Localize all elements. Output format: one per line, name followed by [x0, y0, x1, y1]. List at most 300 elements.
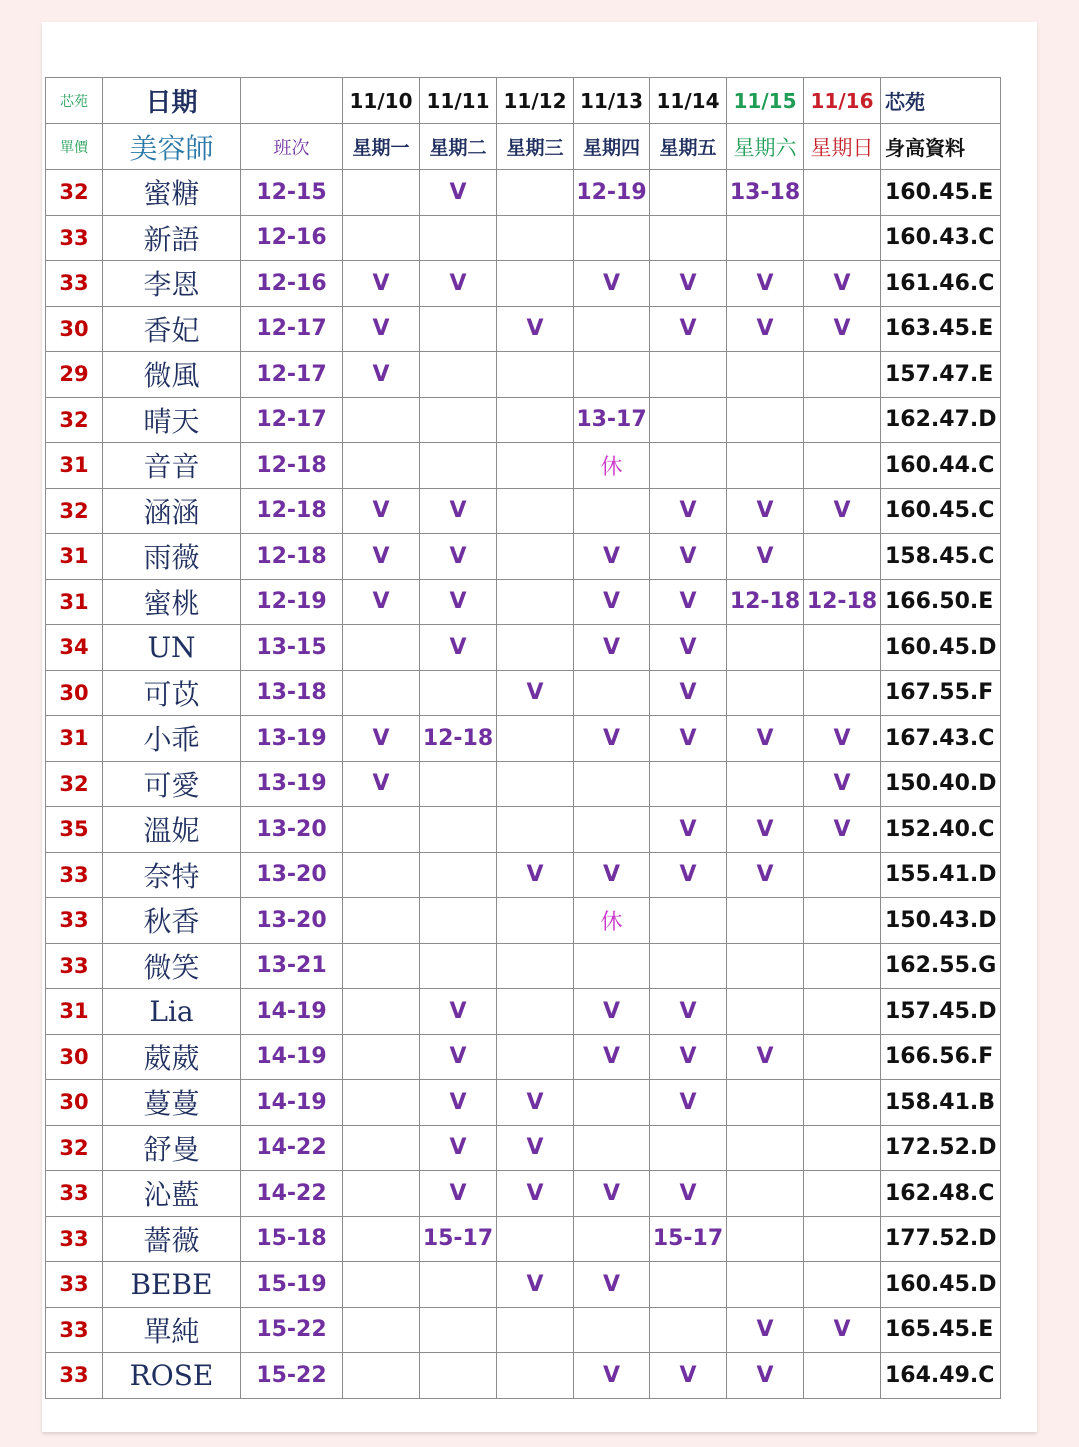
price-cell: 30 [46, 1080, 103, 1126]
table-row [46, 898, 1001, 944]
table-row [46, 1034, 1001, 1080]
day-cell [650, 898, 727, 944]
day-cell: V [727, 1034, 804, 1080]
date-header: 11/14 [650, 78, 727, 124]
day-cell [420, 306, 497, 352]
beautician-name: 薔薇 [103, 1216, 241, 1262]
day-cell [727, 670, 804, 716]
beautician-name: UN [103, 625, 241, 671]
day-cell [804, 1262, 881, 1308]
day-cell [343, 170, 420, 216]
day-cell [727, 1080, 804, 1126]
table-row [46, 943, 1001, 989]
day-cell [497, 943, 574, 989]
day-cell [343, 1034, 420, 1080]
day-cell [420, 670, 497, 716]
height-cell: 166.56.F [881, 1034, 1001, 1080]
day-cell [727, 443, 804, 489]
day-cell [497, 761, 574, 807]
price-cell: 33 [46, 1307, 103, 1353]
height-cell: 158.45.C [881, 534, 1001, 580]
height-cell: 160.43.C [881, 215, 1001, 261]
day-cell: V [343, 488, 420, 534]
table-row [46, 670, 1001, 716]
day-cell: V [574, 1353, 650, 1399]
day-cell: 12-19 [574, 170, 650, 216]
day-cell [343, 943, 420, 989]
weekday-header: 星期二 [420, 124, 497, 170]
height-cell: 166.50.E [881, 579, 1001, 625]
beautician-name: 可愛 [103, 761, 241, 807]
date-header-saturday: 11/15 [727, 78, 804, 124]
day-cell: V [650, 807, 727, 853]
day-cell [574, 306, 650, 352]
day-cell [804, 625, 881, 671]
shift-cell: 12-16 [241, 215, 343, 261]
day-cell [650, 352, 727, 398]
shift-cell: 15-22 [241, 1307, 343, 1353]
day-cell [343, 1353, 420, 1399]
day-cell: 13-18 [727, 170, 804, 216]
day-cell: V [420, 488, 497, 534]
day-cell [497, 898, 574, 944]
table-row [46, 170, 1001, 216]
schedule-table [45, 77, 1001, 1399]
beautician-name: 單純 [103, 1307, 241, 1353]
day-cell: V [497, 1171, 574, 1217]
day-cell [343, 989, 420, 1035]
height-cell: 150.43.D [881, 898, 1001, 944]
day-cell [727, 352, 804, 398]
day-cell [343, 1262, 420, 1308]
day-cell [727, 1216, 804, 1262]
day-cell: V [343, 716, 420, 762]
price-cell: 31 [46, 534, 103, 580]
day-cell: 休 [574, 443, 650, 489]
day-cell [497, 716, 574, 762]
day-cell: V [420, 989, 497, 1035]
day-cell [804, 215, 881, 261]
height-cell: 150.40.D [881, 761, 1001, 807]
height-cell: 157.47.E [881, 352, 1001, 398]
day-cell [650, 1307, 727, 1353]
day-cell: V [574, 989, 650, 1035]
day-cell: V [574, 1034, 650, 1080]
day-cell [420, 943, 497, 989]
day-cell [727, 898, 804, 944]
day-cell: V [420, 1171, 497, 1217]
day-cell [343, 1171, 420, 1217]
day-cell [497, 807, 574, 853]
day-cell [343, 1080, 420, 1126]
height-cell: 162.47.D [881, 397, 1001, 443]
day-cell: V [804, 807, 881, 853]
day-cell: V [650, 306, 727, 352]
day-cell [574, 1125, 650, 1171]
price-cell: 30 [46, 670, 103, 716]
table-row [46, 534, 1001, 580]
day-cell: V [804, 716, 881, 762]
height-cell: 161.46.C [881, 261, 1001, 307]
day-cell [804, 1080, 881, 1126]
day-cell [727, 397, 804, 443]
day-cell: V [574, 1262, 650, 1308]
price-cell: 33 [46, 215, 103, 261]
beautician-name: 雨薇 [103, 534, 241, 580]
day-cell [804, 1125, 881, 1171]
height-cell: 177.52.D [881, 1216, 1001, 1262]
day-cell [574, 352, 650, 398]
beautician-name: Lia [103, 989, 241, 1035]
day-cell: V [727, 488, 804, 534]
day-cell: V [343, 306, 420, 352]
table-row [46, 488, 1001, 534]
day-cell [727, 1171, 804, 1217]
shift-cell: 14-19 [241, 1034, 343, 1080]
day-cell: V [343, 352, 420, 398]
day-cell [727, 761, 804, 807]
price-cell: 33 [46, 1353, 103, 1399]
day-cell: V [650, 989, 727, 1035]
price-cell: 30 [46, 1034, 103, 1080]
empty-header-cell [241, 78, 343, 124]
price-cell: 31 [46, 579, 103, 625]
day-cell [650, 443, 727, 489]
table-row [46, 1262, 1001, 1308]
height-cell: 172.52.D [881, 1125, 1001, 1171]
height-cell: 162.55.G [881, 943, 1001, 989]
day-cell [497, 1034, 574, 1080]
shift-cell: 13-19 [241, 716, 343, 762]
day-cell [343, 443, 420, 489]
day-cell: V [420, 170, 497, 216]
day-cell [574, 488, 650, 534]
day-cell [650, 397, 727, 443]
day-cell [574, 1307, 650, 1353]
day-cell: V [420, 1125, 497, 1171]
day-cell: V [727, 807, 804, 853]
day-cell [420, 215, 497, 261]
day-cell [343, 215, 420, 261]
day-cell [804, 943, 881, 989]
day-cell: V [497, 1262, 574, 1308]
table-row [46, 1080, 1001, 1126]
beautician-name: 蜜桃 [103, 579, 241, 625]
shift-cell: 14-22 [241, 1171, 343, 1217]
day-cell: V [650, 261, 727, 307]
day-cell [420, 898, 497, 944]
day-cell [343, 397, 420, 443]
beautician-name: 涵涵 [103, 488, 241, 534]
day-cell: V [727, 306, 804, 352]
day-cell [574, 807, 650, 853]
shift-cell: 13-18 [241, 670, 343, 716]
table-row [46, 1125, 1001, 1171]
day-cell: V [497, 1125, 574, 1171]
day-cell: V [497, 670, 574, 716]
day-cell [343, 898, 420, 944]
day-cell: V [727, 1353, 804, 1399]
day-cell [497, 488, 574, 534]
day-cell [727, 215, 804, 261]
shift-cell: 15-19 [241, 1262, 343, 1308]
day-cell [343, 1307, 420, 1353]
day-cell [574, 215, 650, 261]
day-cell [574, 761, 650, 807]
day-cell [420, 1307, 497, 1353]
day-cell [497, 1307, 574, 1353]
price-cell: 33 [46, 943, 103, 989]
header-row-weekdays [46, 124, 1001, 170]
beautician-name: 香妃 [103, 306, 241, 352]
beautician-name: 李恩 [103, 261, 241, 307]
day-cell: V [804, 761, 881, 807]
weekday-header: 星期四 [574, 124, 650, 170]
shift-cell: 12-17 [241, 397, 343, 443]
shift-cell: 12-15 [241, 170, 343, 216]
day-cell [420, 852, 497, 898]
shift-cell: 12-18 [241, 534, 343, 580]
height-cell: 160.45.C [881, 488, 1001, 534]
day-cell [727, 625, 804, 671]
height-cell: 160.45.D [881, 1262, 1001, 1308]
table-row [46, 306, 1001, 352]
day-cell: V [727, 1307, 804, 1353]
day-cell: V [650, 488, 727, 534]
height-cell: 157.45.D [881, 989, 1001, 1035]
shift-cell: 12-18 [241, 443, 343, 489]
day-cell: V [420, 534, 497, 580]
day-cell [420, 807, 497, 853]
day-cell [343, 852, 420, 898]
day-cell [574, 670, 650, 716]
beautician-name: 微風 [103, 352, 241, 398]
day-cell: V [574, 716, 650, 762]
price-cell: 31 [46, 443, 103, 489]
date-header: 11/11 [420, 78, 497, 124]
day-cell: V [574, 1171, 650, 1217]
shift-cell: 13-15 [241, 625, 343, 671]
day-cell [497, 261, 574, 307]
beautician-name: 可苡 [103, 670, 241, 716]
day-cell [574, 1080, 650, 1126]
price-cell: 33 [46, 1171, 103, 1217]
beautician-name: 沁藍 [103, 1171, 241, 1217]
beautician-name: 溫妮 [103, 807, 241, 853]
day-cell: 12-18 [727, 579, 804, 625]
price-cell: 32 [46, 488, 103, 534]
table-row [46, 716, 1001, 762]
table-row [46, 443, 1001, 489]
beautician-name: 音音 [103, 443, 241, 489]
shift-cell: 12-18 [241, 488, 343, 534]
table-row [46, 807, 1001, 853]
beautician-name: 晴天 [103, 397, 241, 443]
price-cell: 32 [46, 761, 103, 807]
price-cell: 31 [46, 989, 103, 1035]
day-cell: V [650, 852, 727, 898]
height-cell: 163.45.E [881, 306, 1001, 352]
day-cell [804, 1034, 881, 1080]
weekday-header: 星期三 [497, 124, 574, 170]
day-cell [804, 170, 881, 216]
height-label: 身高資料 [881, 124, 1001, 170]
day-cell [497, 534, 574, 580]
price-cell: 33 [46, 1216, 103, 1262]
table-row [46, 1307, 1001, 1353]
shift-cell: 12-16 [241, 261, 343, 307]
day-cell: V [650, 1080, 727, 1126]
beautician-name: 新語 [103, 215, 241, 261]
height-cell: 164.49.C [881, 1353, 1001, 1399]
day-cell: V [650, 670, 727, 716]
day-cell [497, 215, 574, 261]
price-cell: 32 [46, 397, 103, 443]
beautician-name: 奈特 [103, 852, 241, 898]
day-cell [804, 443, 881, 489]
shift-cell: 13-19 [241, 761, 343, 807]
day-cell [497, 1353, 574, 1399]
table-row [46, 1216, 1001, 1262]
date-header: 11/10 [343, 78, 420, 124]
beautician-name: BEBE [103, 1262, 241, 1308]
day-cell [727, 1262, 804, 1308]
day-cell: V [804, 306, 881, 352]
day-cell: V [650, 534, 727, 580]
day-cell [804, 1353, 881, 1399]
day-cell: 休 [574, 898, 650, 944]
day-cell [420, 1353, 497, 1399]
day-cell [804, 852, 881, 898]
day-cell [574, 943, 650, 989]
weekday-header-saturday: 星期六 [727, 124, 804, 170]
shift-cell: 12-19 [241, 579, 343, 625]
price-cell: 33 [46, 261, 103, 307]
header-row-dates [46, 78, 1001, 124]
shift-cell: 15-18 [241, 1216, 343, 1262]
height-cell: 158.41.B [881, 1080, 1001, 1126]
shift-cell: 13-21 [241, 943, 343, 989]
weekday-header-sunday: 星期日 [804, 124, 881, 170]
price-cell: 29 [46, 352, 103, 398]
day-cell: V [497, 306, 574, 352]
day-cell [343, 625, 420, 671]
day-cell [804, 1216, 881, 1262]
day-cell: V [650, 716, 727, 762]
day-cell: 15-17 [650, 1216, 727, 1262]
day-cell: V [420, 1080, 497, 1126]
day-cell [497, 170, 574, 216]
schedule-sheet [42, 22, 1037, 1432]
day-cell [650, 943, 727, 989]
day-cell [804, 397, 881, 443]
day-cell: V [650, 1353, 727, 1399]
day-cell: V [804, 488, 881, 534]
day-cell: 13-17 [574, 397, 650, 443]
beautician-name: 秋香 [103, 898, 241, 944]
shift-cell: 13-20 [241, 807, 343, 853]
day-cell [727, 1125, 804, 1171]
day-cell: V [343, 761, 420, 807]
day-cell: V [574, 534, 650, 580]
beautician-name: 舒曼 [103, 1125, 241, 1171]
shift-cell: 12-17 [241, 306, 343, 352]
height-cell: 162.48.C [881, 1171, 1001, 1217]
date-header: 11/12 [497, 78, 574, 124]
shift-cell: 13-20 [241, 852, 343, 898]
day-cell [727, 943, 804, 989]
table-row [46, 215, 1001, 261]
day-cell: V [804, 1307, 881, 1353]
day-cell: 15-17 [420, 1216, 497, 1262]
day-cell: V [574, 625, 650, 671]
day-cell [420, 352, 497, 398]
day-cell [804, 989, 881, 1035]
day-cell [804, 352, 881, 398]
shift-cell: 14-22 [241, 1125, 343, 1171]
price-label: 單價 [46, 124, 103, 170]
day-cell: V [574, 579, 650, 625]
date-label: 日期 [103, 78, 241, 124]
day-cell: V [574, 852, 650, 898]
price-cell: 33 [46, 852, 103, 898]
shift-cell: 15-22 [241, 1353, 343, 1399]
beautician-name: 微笑 [103, 943, 241, 989]
day-cell [804, 1171, 881, 1217]
day-cell [804, 534, 881, 580]
height-cell: 160.44.C [881, 443, 1001, 489]
day-cell [497, 989, 574, 1035]
weekday-header: 星期五 [650, 124, 727, 170]
day-cell [650, 215, 727, 261]
day-cell: V [343, 534, 420, 580]
day-cell: V [420, 1034, 497, 1080]
table-row [46, 761, 1001, 807]
day-cell [650, 170, 727, 216]
beautician-name: 葳葳 [103, 1034, 241, 1080]
height-cell: 160.45.D [881, 625, 1001, 671]
table-row [46, 397, 1001, 443]
weekday-header: 星期一 [343, 124, 420, 170]
day-cell: 12-18 [804, 579, 881, 625]
day-cell [574, 1216, 650, 1262]
day-cell: 12-18 [420, 716, 497, 762]
day-cell [343, 807, 420, 853]
day-cell [727, 989, 804, 1035]
table-row [46, 625, 1001, 671]
day-cell: V [727, 716, 804, 762]
day-cell [497, 352, 574, 398]
day-cell: V [650, 1171, 727, 1217]
day-cell: V [650, 625, 727, 671]
brand-label-right: 芯苑 [881, 78, 1001, 124]
day-cell [497, 397, 574, 443]
day-cell: V [497, 1080, 574, 1126]
day-cell: V [420, 261, 497, 307]
day-cell [343, 670, 420, 716]
day-cell: V [650, 1034, 727, 1080]
day-cell: V [343, 261, 420, 307]
brand-label: 芯苑 [46, 78, 103, 124]
table-row [46, 261, 1001, 307]
day-cell: V [497, 852, 574, 898]
shift-cell: 12-17 [241, 352, 343, 398]
day-cell [804, 670, 881, 716]
price-cell: 33 [46, 1262, 103, 1308]
beautician-name: 小乖 [103, 716, 241, 762]
date-header-sunday: 11/16 [804, 78, 881, 124]
price-cell: 33 [46, 898, 103, 944]
